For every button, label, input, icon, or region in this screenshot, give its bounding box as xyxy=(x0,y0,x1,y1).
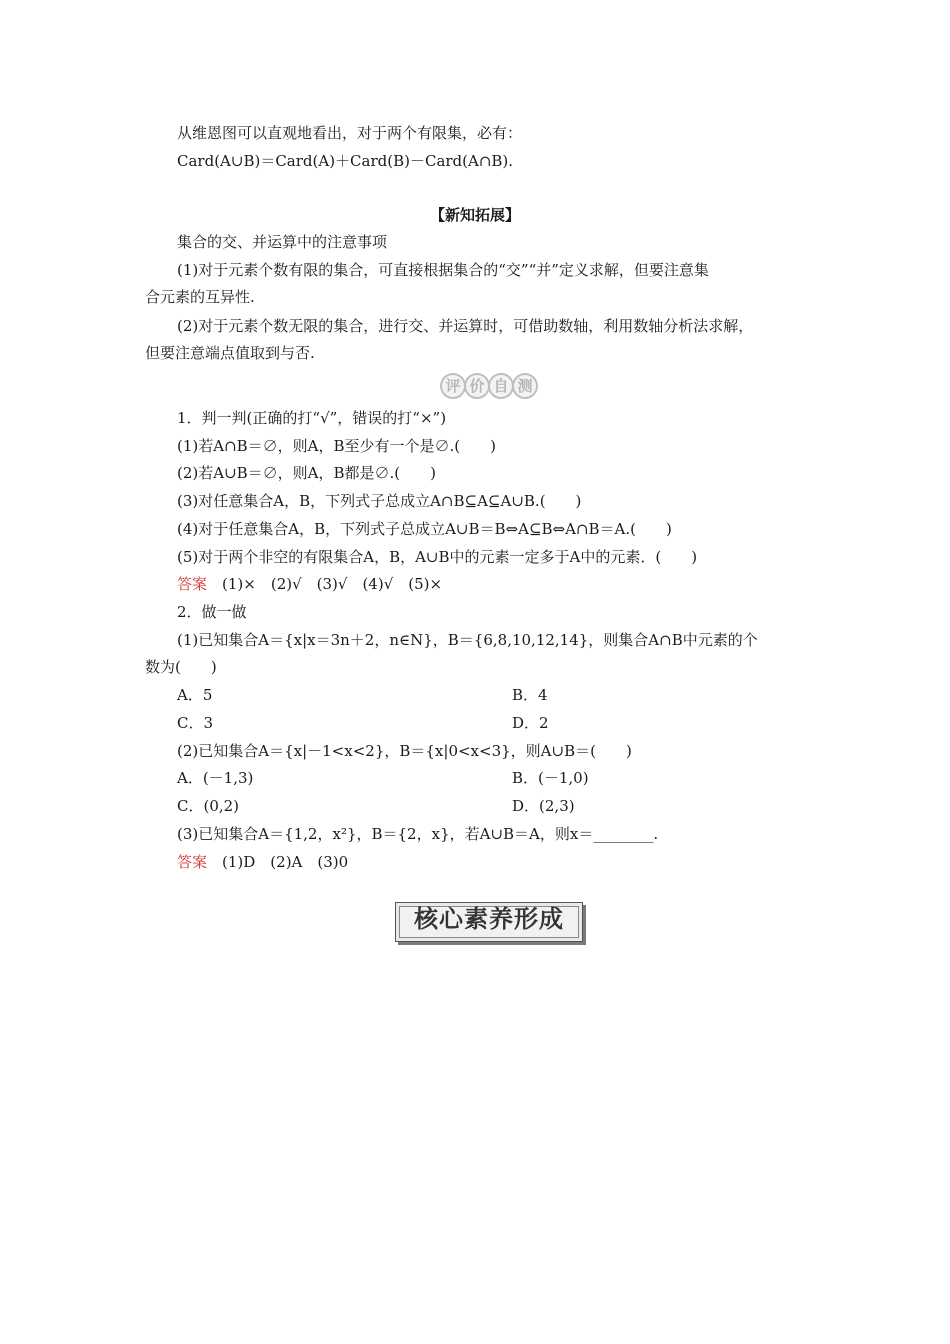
question-1-item: (4)对于任意集合A，B，下列式子总成立A∪B＝B⇔A⊆B⇔A∩B＝A.( ) xyxy=(177,520,672,538)
badge-char: 测 xyxy=(512,373,538,399)
question-1-item: (3)对任意集合A，B，下列式子总成立A∩B⊆A⊆A∪B.( ) xyxy=(177,492,582,510)
question-2-sub1-cont: 数为( ) xyxy=(145,658,217,676)
card-formula: Card(A∪B)＝Card(A)＋Card(B)－Card(A∩B). xyxy=(177,152,514,170)
choice-c: C．(0,2) xyxy=(177,797,240,815)
knowledge-point-2-cont: 但要注意端点值取到与否. xyxy=(145,344,315,362)
question-2-sub1: (1)已知集合A＝{x|x＝3n＋2，n∈N}，B＝{6,8,10,12,14}，则集合A∩B中元素的个 xyxy=(177,631,758,649)
badge-char: 价 xyxy=(464,373,490,399)
venn-text: 从维恩图可以直观地看出，对于两个有限集，必有： xyxy=(177,124,523,142)
knowledge-point-1: (1)对于元素个数有限的集合，可直接根据集合的“交”“并”定义求解，但要注意集 xyxy=(177,261,709,279)
question-2-answer xyxy=(177,852,348,872)
choice-b: B．(－1,0) xyxy=(512,769,589,787)
question-1-item: (1)若A∩B＝∅，则A，B至少有一个是∅.( ) xyxy=(177,437,497,455)
choice-c: C．3 xyxy=(177,714,214,732)
badge-char: 评 xyxy=(440,373,466,399)
choice-a: A．5 xyxy=(177,686,213,704)
choice-a: A．(－1,3) xyxy=(177,769,254,787)
knowledge-point-2: (2)对于元素个数无限的集合，进行交、并运算时，可借助数轴，利用数轴分析法求解， xyxy=(177,317,754,335)
answer-label: 答案 xyxy=(177,575,208,593)
question-2-title: 2．做一做 xyxy=(177,603,247,621)
section-heading-box xyxy=(395,902,583,942)
answer-text: (1)D (2)A (3)0 xyxy=(222,853,349,871)
question-2-sub2: (2)已知集合A＝{x|－1<x<2}，B＝{x|0<x<3}，则A∪B＝( ) xyxy=(177,742,632,760)
section-heading: 核心素养形成 xyxy=(414,904,564,933)
question-1-answer xyxy=(177,574,442,594)
self-assessment-badge xyxy=(438,372,538,400)
knowledge-point-1-cont: 合元素的互异性. xyxy=(145,288,255,306)
choice-d: D．(2,3) xyxy=(512,797,575,815)
question-2-sub3: (3)已知集合A＝{1,2，x²}，B＝{2，x}，若A∪B＝A，则x＝________. xyxy=(177,825,659,843)
badge-char: 自 xyxy=(488,373,514,399)
question-1-item: (5)对于两个非空的有限集合A，B，A∪B中的元素一定多于A中的元素．( ) xyxy=(177,548,698,566)
question-1-item: (2)若A∪B＝∅，则A，B都是∅.( ) xyxy=(177,464,437,482)
choice-b: B．4 xyxy=(512,686,548,704)
answer-text: (1)× (2)√ (3)√ (4)√ (5)× xyxy=(222,575,443,593)
new-knowledge-title: 【新知拓展】 xyxy=(429,206,520,224)
question-1-title: 1．判一判(正确的打“√”，错误的打“×”) xyxy=(177,409,447,427)
choice-d: D．2 xyxy=(512,714,549,732)
new-knowledge-subtitle: 集合的交、并运算中的注意事项 xyxy=(177,233,388,251)
answer-label: 答案 xyxy=(177,853,208,871)
